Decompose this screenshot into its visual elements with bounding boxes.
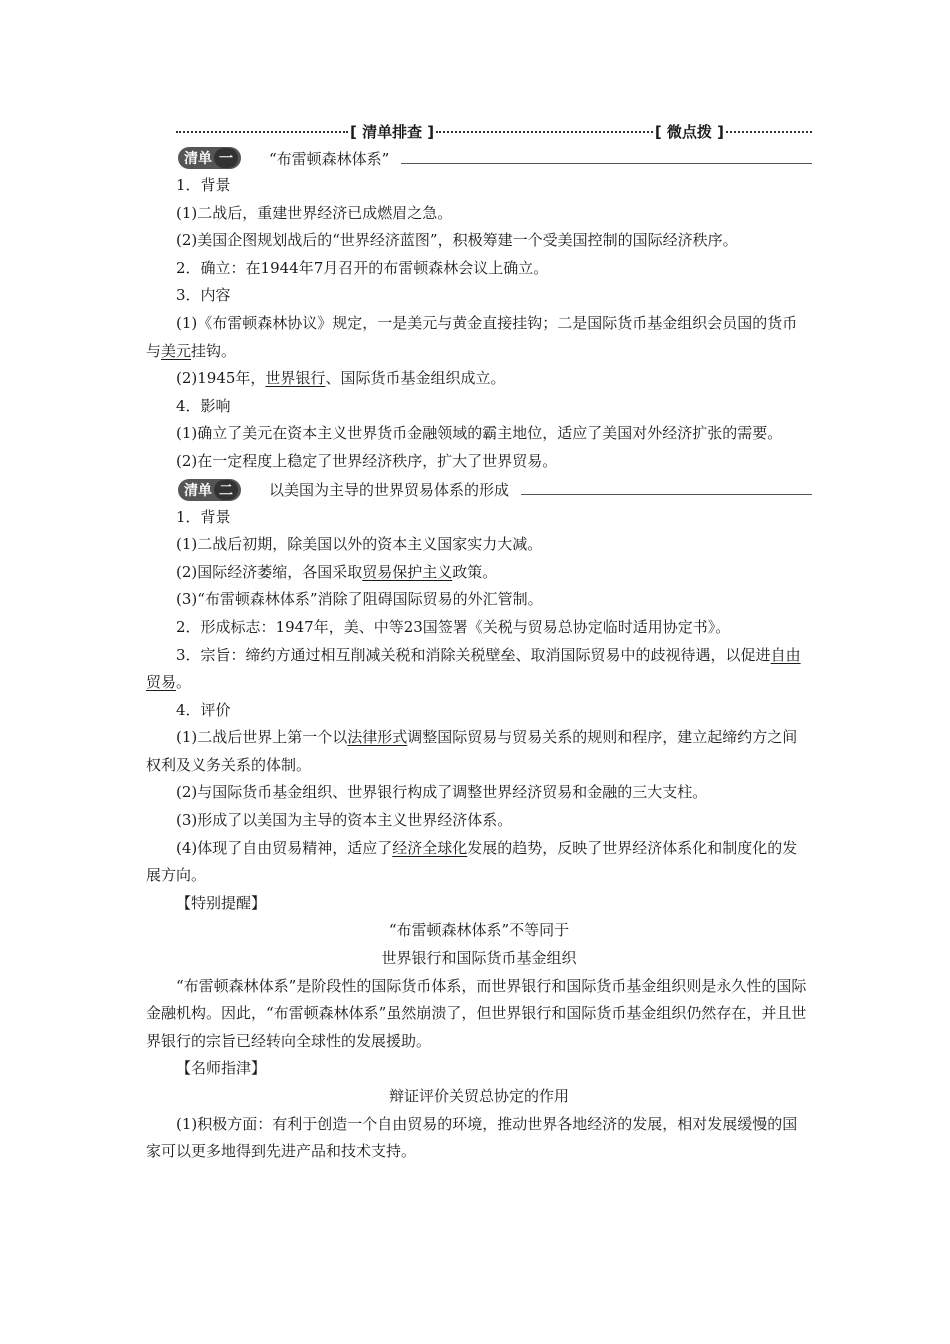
section-heading-2 — [146, 476, 812, 504]
text: 调整国际贸易与贸易关系的规则和程序，建立起缔约方之间权利及义务关系的体制。 — [146, 728, 798, 774]
key-term: 经济全球化 — [392, 838, 468, 857]
key-term: 自由贸易 — [146, 645, 801, 692]
text: 发展的趋势，反映了世界经济体系化和制度化的发展方向。 — [146, 838, 798, 885]
text: 3．宗旨：缔约方通过相互削减关税和消除关税壁垒、取消国际贸易中的歧视待遇，以促进 — [176, 645, 771, 664]
paragraph: (2)美国企图规划战后的“世界经济蓝图”，积极筹建一个受美国控制的国际经济秩序。 — [176, 231, 738, 250]
reminder-title: “布雷顿森林体系”不等同于 — [388, 921, 570, 940]
badge-number: 二 — [214, 480, 238, 500]
teacher-label: 【名师指津】 — [176, 1059, 267, 1078]
dotted-rule — [176, 131, 348, 133]
paragraph: 2．形成标志：1947年，美、中等23国签署《关税与贸易总协定临时适用协定书》。 — [176, 617, 731, 636]
paragraph: (1)二战后初期，除美国以外的资本主义国家实力大减。 — [176, 535, 543, 554]
paragraph — [146, 310, 812, 365]
paragraph: 3．内容 — [176, 286, 231, 305]
paragraph — [146, 642, 812, 697]
paragraph: (2)与国际货币基金组织、世界银行构成了调整世界经济贸易和金融的三大支柱。 — [176, 783, 708, 802]
paragraph: 4．评价 — [176, 700, 231, 719]
section-badge — [178, 479, 241, 501]
key-term: 世界银行 — [265, 369, 326, 388]
paragraph — [146, 835, 812, 890]
section-title: “布雷顿森林体系” — [269, 149, 390, 168]
section-badge — [178, 147, 241, 169]
paragraph: 4．影响 — [176, 396, 231, 415]
reminder-body: “布雷顿森林体系”是阶段性的国际货币体系，而世界银行和国际货币基金组织则是永久性的国际金融机构。因此，“布雷顿森林体系”虽然崩溃了，但世界银行和国际货币基金组织仍然存在，并且世界银行的宗旨已经转向全球性的发展援助。 — [146, 976, 807, 1050]
section-title: 以美国为主导的世界贸易体系的形成 — [269, 481, 510, 500]
paragraph: 2．确立：在1944年7月召开的布雷顿森林会议上确立。 — [176, 258, 549, 277]
section-heading-1 — [146, 144, 812, 172]
paragraph — [146, 365, 812, 393]
text: (2)1945年， — [176, 369, 266, 388]
badge-word — [178, 479, 241, 501]
paragraph — [146, 724, 812, 779]
paragraph — [146, 559, 812, 587]
badge-word — [178, 147, 241, 169]
key-term: 法律形式 — [347, 728, 408, 747]
key-term: 美元 — [161, 341, 192, 360]
header-tag-checklist: [ 清单排查 ] — [350, 122, 435, 141]
paragraph: 1．背景 — [176, 507, 231, 526]
title-rule — [521, 494, 812, 495]
text: 挂钩。 — [191, 341, 237, 360]
text: 、国际货币基金组织成立。 — [325, 369, 506, 388]
dotted-rule — [726, 131, 812, 133]
paragraph: (3)形成了以美国为主导的资本主义世界经济体系。 — [176, 811, 513, 830]
text: (1)二战后世界上第一个以 — [176, 728, 348, 747]
reminder-label: 【特别提醒】 — [176, 893, 267, 912]
reminder-title: 世界银行和国际货币基金组织 — [381, 949, 577, 968]
paragraph: (3)“布雷顿森林体系”消除了阻碍国际贸易的外汇管制。 — [176, 590, 543, 609]
text: (4)体现了自由贸易精神，适应了 — [176, 838, 393, 857]
document-page — [146, 118, 812, 1166]
text: (1)《布雷顿森林协议》规定，一是美元与黄金直接挂钩；二是国际货币基金组织会员国的货币与 — [146, 313, 798, 360]
dotted-rule — [436, 131, 653, 133]
header-bar — [146, 118, 812, 144]
teacher-title: 辩证评价关贸总协定的作用 — [388, 1087, 569, 1105]
badge-word-text: 清单 — [184, 151, 212, 167]
paragraph: 1．背景 — [176, 176, 231, 194]
text: (2)国际经济萎缩，各国采取 — [176, 562, 363, 581]
teacher-body: (1)积极方面：有利于创造一个自由贸易的环境，推动世界各地经济的发展，相对发展缓慢的国家可以更多地得到先进产品和技术支持。 — [146, 1114, 798, 1161]
badge-number: 一 — [214, 148, 238, 168]
badge-word-text: 清单 — [184, 482, 212, 499]
key-term: 贸易保护主义 — [362, 562, 453, 581]
text: 政策。 — [452, 562, 498, 581]
header-tag-tips: [ 微点拨 ] — [654, 122, 724, 141]
title-rule — [401, 163, 812, 164]
paragraph: (1)确立了美元在资本主义世界货币金融领域的霸主地位，适应了美国对外经济扩张的需要。 — [176, 424, 783, 443]
paragraph: (2)在一定程度上稳定了世界经济秩序，扩大了世界贸易。 — [176, 451, 558, 470]
text: 。 — [176, 673, 192, 692]
paragraph: (1)二战后，重建世界经济已成燃眉之急。 — [176, 203, 453, 222]
